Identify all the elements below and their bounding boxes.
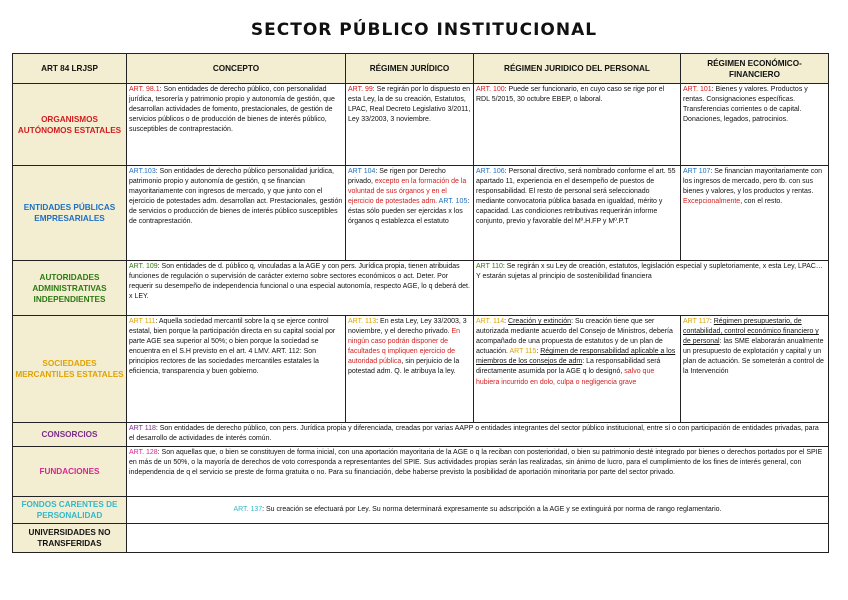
page-title: SECTOR PÚBLICO INSTITUCIONAL [250,20,598,40]
text-personal-sociedades-b: : La responsabilidad será directamente asumida por la AGE q lo designó, [476,358,661,376]
text-concepto-autoridades: : Son entidades de d. público q, vinculadas a la AGE y con pers. Jurídica propia, tienen atribuidas funciones de regulación o supervisión de carácter externo sobre sectores económicos o act. Deter. Por requerir su desempeño de independencia funcional o una especial autonomía, respecto AGE, lo q deberá det. x LEY. [129,263,470,301]
header-regimen-juridico: RÉGIMEN JURÍDICO [346,54,474,84]
ref-art117: ART 117 [683,318,710,325]
cell-concepto-consorcios [127,423,829,447]
ref-art100: ART. 100 [476,86,505,93]
text-personal-sociedades-salvo: salvo que hubiera incurrido en dolo, culpa o negligencia grave [476,368,655,386]
row-label-fundaciones: FUNDACIONES [13,447,127,497]
ref-art101: ART. 101 [683,86,712,93]
cell-economico-organismos [681,84,829,166]
ref-art104: ART 104 [348,168,376,175]
text-personal-sociedades-a: : Su creación tiene que ser autorizada mediante acuerdo del Consejo de Ministros, debería acompañado de una propuesta de estatutos y de un plan de actuación. [476,318,673,356]
table-row-organismos [13,84,829,166]
row-label-entidades: ENTIDADES PÚBLICAS EMPRESARIALES [13,166,127,261]
cell-concepto-autoridades [127,261,474,316]
cell-concepto-organismos [127,84,346,166]
text-economico-organismos: : Bienes y valores. Productos y rentas. Consignaciones específicas. Transferencias corrientes o de capital. Donaciones, legados, patrocinios. [683,86,808,124]
ref-art105: ART. 105 [438,198,468,206]
ref-art113: ART. 113 [348,318,377,325]
table-row-fundaciones [13,447,829,497]
text-regimen-entidades-excepcion: excepto en la formación de la voluntad de sus órganos y en el ejercicio de potestades adm. [348,178,467,206]
header-row [13,54,829,84]
ref-art114: ART. 114 [476,318,505,325]
cell-economico-sociedades: ART 117: Régimen presupuestario, de contabilidad, control económico financiero y de personal: las SME elaborarán anualmente un presupuesto de explotación y capital y un plan de actuación. Se someterán a control de la Intervención [681,316,829,423]
text-concepto-organismos: : Son entidades de derecho público, con personalidad jurídica, tesorería y patrimonio propio y autonomía de gestión, que desarrollan actividades de fomento, prestacionales, de gestión de servicios públicos o de producción de bienes de interés público, susceptibles de contraprestación. [129,86,335,134]
title-creacion-extincion: Creación y extinción [508,318,572,325]
row-label-organismos: ORGANISMOS AUTÓNOMOS ESTATALES [13,84,127,166]
ref-art103: ART.103 [129,168,156,175]
row-label-autoridades: AUTORIDADES ADMINISTRATIVAS INDEPENDIENTES [13,261,127,316]
ref-art111: ART 111 [129,318,156,325]
ref-art106: ART. 106 [476,168,505,175]
text-regimen-sociedades-c: , sin perjuicio de la potestad adm. Q. le atribuya la ley. [348,358,460,376]
table-row-sociedades [13,316,829,423]
table-row-universidades [13,524,829,553]
cell-personal-entidades [474,166,681,261]
cell-concepto-fundaciones [127,447,829,497]
table-row-autoridades [13,261,829,316]
clip-economico-organismos [683,85,826,164]
row-label-sociedades: SOCIEDADES MERCANTILES ESTATALES [13,316,127,423]
text-economico-entidades-a: : Se financian mayoritariamente con los ingresos de mercado, pero tb. con sus bienes y valores, y los productos y rentas. [683,168,823,196]
text-regimen-organismos: : Se regirán por lo dispuesto en esta Ley, la de su creación, Estatutos, LPAC, Real Decreto Legislativo 3/2011, Ley 33/2003, 3 noviembre. [348,86,471,124]
text-personal-entidades: : Personal directivo, será nombrado conforme el art. 55 apartado 11, experiencia en el desempeño de puestos de responsabilidad. El resto de personal será seleccionado mediante convocatoria pública basada en igualdad, mérito y capacidad. Las condiciones retributivas requerirán informe conjunto, previo y favorable del Mº.H.FP y Mº.P.T [476,168,676,226]
ref-art137: ART. 137 [233,505,263,513]
text-economico-sociedades: : las SME elaborarán anualmente un presupuesto de explotación y capital y un plan de actuación. Se someterán a control de la Intervención [683,338,824,376]
cell-regimen-autoridades [474,261,829,316]
ref-art128: ART. 128 [129,449,158,456]
title-regimen-presupuestario: Régimen presupuestario, de contabilidad, control económico financiero y de personal [683,318,819,346]
text-concepto-consorcios: : Son entidades de derecho público, con pers. Jurídica propia y diferenciada, creadas por varias AAPP o entidades integrantes del sector público institucional, entre sí o con participación de entidades privadas, para el desarrollo de actividades de interés común. [129,425,819,443]
text-regimen-autoridades: : Se regirán x su Ley de creación, estatutos, legislación especial y supletoriamente, x esta Ley, LPAC… Y estarán sujetas al principio de sostenibilidad financiera [476,263,823,281]
ref-art110: ART 110 [476,263,503,270]
cell-concepto-sociedades [127,316,346,423]
table-row-consorcios [13,423,829,447]
cell-concepto-universidades [127,524,829,553]
header-art84: ART 84 LRJSP [13,54,127,84]
header-regimen-personal: RÉGIMEN JURIDICO DEL PERSONAL [474,54,681,84]
ref-art107: ART 107 [683,168,711,175]
text-concepto-fondos: : Su creación se efectuará por Ley. Su norma determinará expresamente su adscripción a la AGE y se extinguirá por norma de rango reglamentario. [262,505,722,513]
text-regimen-sociedades-excepcion: En ningún caso podrán disponer de facultades q impliquen ejercicio de autoridad pública [348,328,461,366]
ref-art115: ART 115 [509,348,537,356]
ref-art98: ART. 98.1 [129,86,160,93]
row-label-universidades: UNIVERSIDADES NO TRANSFERIDAS [13,524,127,553]
clip-personal-sociedades: ART. 114: Creación y extinción: Su creación tiene que ser autorizada mediante acuerdo del Consejo de Ministros, debería acompañado de una propuesta de estatutos y de un plan de actuación. ART 115: Régimen de responsabilidad aplicable a los miembros de los consejos de adm: La responsabilidad será directamente asumida por la AGE q lo designó, salvo que hubiera incurrido en dolo, culpa o negligencia grave [476,318,676,386]
ref-art99: ART. 99 [348,86,373,93]
text-concepto-sociedades: : Aquella sociedad mercantil sobre la q se ejerce control estatal, bien porque la participación directa en su capital social por parte AGE sea superior al 50%; o bien porque la sociedad se encuentra en el S.H previsto en el art. 4 LMV. ART. 112: Son principios rectores de las sociedades mercantiles estatales la eficiencia, transparencia y buen gobierno. [129,318,336,376]
row-label-consorcios: CONSORCIOS [13,423,127,447]
text-personal-organismos: : Puede ser funcionario, en cuyo caso se rige por el RDL 5/2015, 30 octubre EBEP, o laboral. [476,86,665,104]
text-regimen-entidades-c: : éstas sólo pueden ser ejercidas x los órganos q establezca el estatuto [348,198,470,226]
text-economico-entidades-excepcion: Excepcionalmente [683,198,741,206]
text-economico-entidades-c: , con el resto. [740,198,783,206]
cell-concepto-entidades [127,166,346,261]
header-concepto: CONCEPTO [127,54,346,84]
title-responsabilidad: Régimen de responsabilidad aplicable a los miembros de los consejos de adm [476,348,676,366]
cell-concepto-fondos [127,497,829,524]
cell-regimen-organismos [346,84,474,166]
cell-regimen-entidades [346,166,474,261]
summary-table [12,53,829,553]
cell-regimen-sociedades [346,316,474,423]
table-row-fondos [13,497,829,524]
cell-personal-organismos [474,84,681,166]
row-label-fondos: FONDOS CARENTES DE PERSONALIDAD [13,497,127,524]
ref-art118: ART 118 [129,425,156,432]
ref-art109: ART. 109 [129,263,158,270]
header-regimen-economico: RÉGIMEN ECONÓMICO-FINANCIERO [681,54,829,84]
cell-personal-sociedades [474,316,681,423]
text-concepto-entidades: : Son entidades de derecho público personalidad jurídica, patrimonio propio y autonomía de gestión, q se financian mayoritariamente con ingresos de mercado, y que junto con el ejercicio de potestades adm. desarrollan act. Prestacionales, gestión de servicios o producción de bienes de interés público susceptibles de contraprestación. [129,168,343,226]
table-row-entidades [13,166,829,261]
cell-economico-entidades [681,166,829,261]
text-regimen-entidades-a: : Se rigen por Derecho privado, [348,168,446,186]
text-regimen-sociedades-a: : En esta Ley, Ley 33/2003, 3 noviembre, y el derecho privado. [348,318,467,336]
text-concepto-fundaciones: : Son aquellas que, o bien se constituyen de forma inicial, con una aportación mayoritaria de la AGE o q la reciban con posterioridad, o bien su patrimonio desté integrado por bienes o derechos portados por el SPIE en más de un 50%, o la mayoría de derechos de voto corresponda a representantes del SPIE. Sus actividades propias serán las realizadas, sin ánimo de lucro, para el cumplimiento de los fines de interés general, con independencia de q el servicio se preste de forma gratuita o no. Para su financiación, debe haberse previsto la posibilidad de aportación minoritaria por parte del sector privado. [129,449,823,477]
